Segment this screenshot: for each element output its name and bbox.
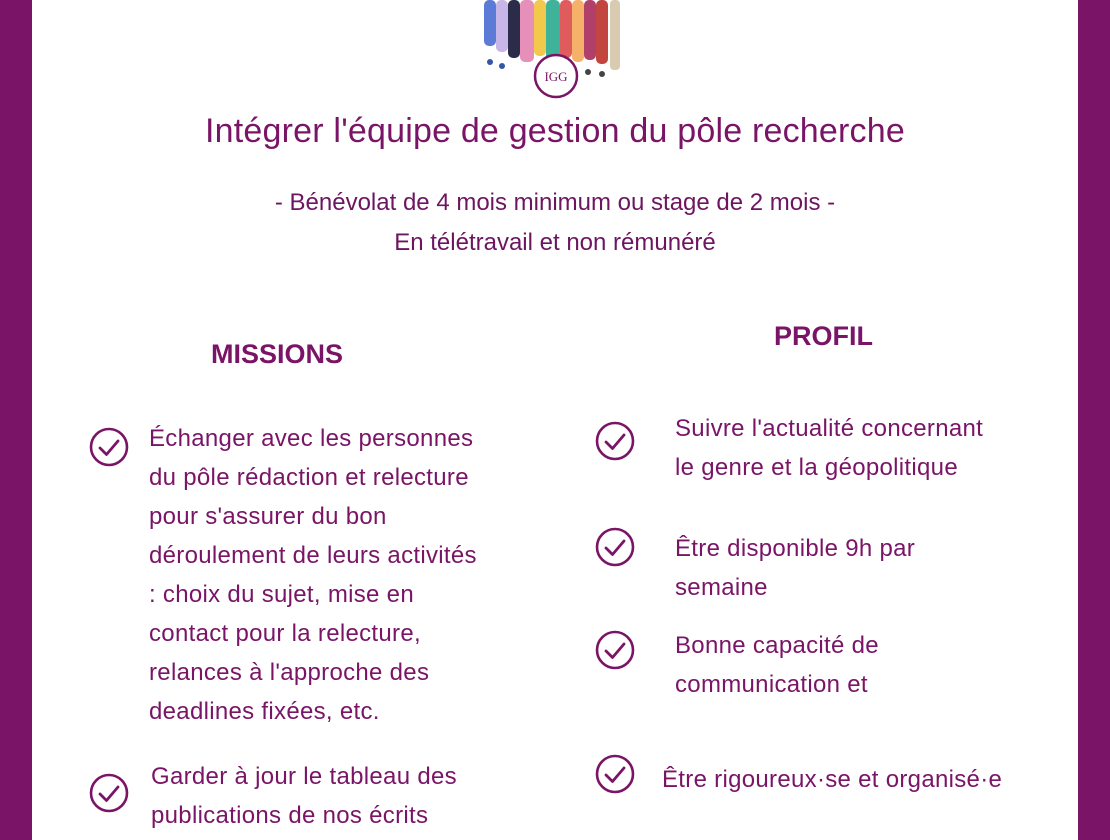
- igg-logo: [470, 0, 630, 106]
- check-circle-icon: [595, 754, 635, 794]
- logo-text: IGG: [544, 69, 568, 84]
- profil-heading: PROFIL: [774, 321, 873, 351]
- profil-item-2: [675, 529, 915, 607]
- mission-item-line: publications de nos écrits: [151, 802, 429, 829]
- mission-item-line: deadlines fixées, etc.: [149, 698, 380, 725]
- profil-item-line: semaine: [675, 574, 768, 601]
- profil-item-line: Être rigoureux·se et organisé·e: [662, 766, 1003, 793]
- mission-item-2: [151, 757, 457, 835]
- page-title: Intégrer l'équipe de gestion du pôle recherche: [205, 112, 905, 150]
- profil-item-line: le genre et la géopolitique: [675, 454, 958, 481]
- check-circle-icon: [595, 630, 635, 670]
- profil-item-1: [675, 409, 983, 487]
- mission-item-line: contact pour la relecture,: [149, 620, 421, 647]
- mission-item-line: déroulement de leurs activités: [149, 542, 477, 569]
- check-circle-icon: [89, 427, 129, 467]
- mission-item-line: Échanger avec les personnes: [149, 425, 474, 452]
- profil-item-line: communication et: [675, 671, 868, 698]
- check-circle-icon: [595, 527, 635, 567]
- mission-item-line: pour s'assurer du bon: [149, 503, 387, 530]
- mission-item-line: : choix du sujet, mise en: [149, 581, 414, 608]
- missions-heading: MISSIONS: [211, 339, 344, 369]
- profil-item-3: [675, 626, 879, 704]
- subtitle-line-2: En télétravail et non rémunéré: [394, 229, 716, 256]
- mission-item-line: relances à l'approche des: [149, 659, 430, 686]
- subtitle-line-1: - Bénévolat de 4 mois minimum ou stage de 2 mois -: [274, 189, 836, 216]
- profil-item-line: Être disponible 9h par: [675, 535, 916, 562]
- profil-item-line: Suivre l'actualité concernant: [675, 415, 984, 442]
- profil-item-4: [662, 760, 1002, 799]
- check-circle-icon: [89, 773, 129, 813]
- profil-item-line: Bonne capacité de: [675, 632, 879, 659]
- mission-item-line: du pôle rédaction et relecture: [149, 464, 469, 491]
- check-circle-icon: [595, 421, 635, 461]
- mission-item-line: Garder à jour le tableau des: [151, 763, 457, 790]
- mission-item-1: [149, 419, 477, 731]
